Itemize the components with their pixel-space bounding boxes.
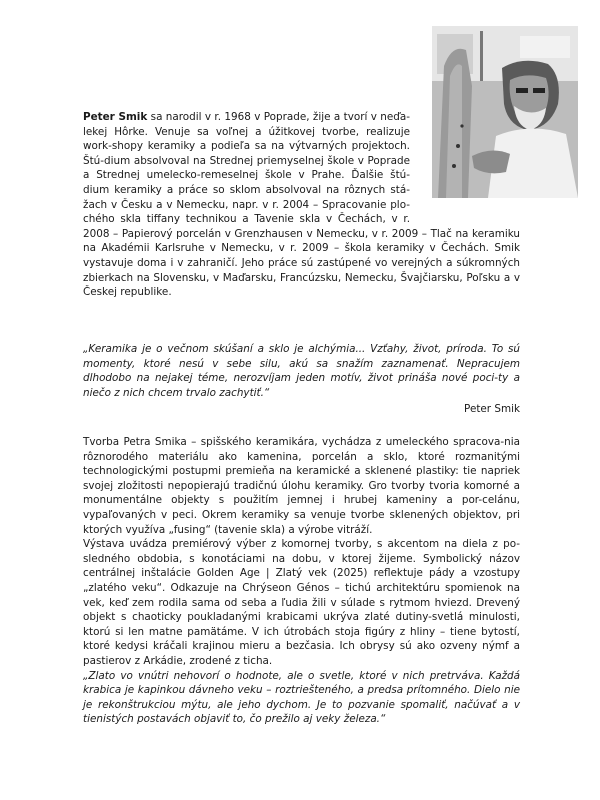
artist-quote (83, 342, 520, 400)
bio-paragraph (83, 110, 520, 300)
quote-author: Peter Smik (464, 403, 520, 415)
exhibition-paragraph-2: Výstava uvádza premiérový výber z komornej tvorby, s akcentom na diela z po-sledného obdobia, s konotáciami na dobu, v ktorej žijeme. Symbolický názov centrálnej inštalácie Golden Age | Zlatý vek (2025) reflektuje pády a vzostupy „zlatého veku“. Odkazuje na Chrýseon Génos – tichú architektúru spomienok na vek, keď zem rodila sama od seba a ľudia žili v súlade s rytmom hviezd. Drevený objekt s chaoticky poukladanými krabicami ukrýva zlaté dutiny-svetlá minulosti, ktorú si len matne pamätáme. V ich útrobách stoja figúry z hliny – tiene bytostí, ktoré kedysi kráčali krajinou mieru a bezčasia. Ich obrysy sú ako ozveny nýmf a pastierov z Arkádie, zrodené z ticha. (83, 538, 520, 667)
bio-text: sa narodil v r. 1968 v Poprade, žije a tvorí v neďa-lekej Hôrke. Venuje sa voľnej a úžitkovej tvorbe, realizuje work-shopy keramiky a podieľa sa na výtvarných projektoch. Štú-dium absolvoval na Strednej priemyselnej škole v Poprade a Strednej umelecko-remeselnej škole v Prahe. Ďalšie štú-dium keramiky a práce so sklom absolvoval na rôznych stá-žach v Česku a v Nemecku, napr. v r. 2004 – Spracovanie plo-chého skla tiffany technikou a Tavenie skla v Čechách, v r. 2008 – Papierový porcelán v Grenzhausen v Nemecku, v r. 2009 – Tlač na keramiku na Akadémii Karlsruhe v Nemecku, v r. 2009 – škola keramiky v Čechách. Smik vystavuje doma i v zahraničí. Jeho práce sú zastúpené vo verejných a súkromných zbierkach na Slovensku, v Maďarsku, Francúzsku, Nemecku, Švajčiarsku, Poľsku a v Českej republike. (83, 111, 520, 299)
artist-bio (83, 110, 520, 300)
exhibition-text (83, 435, 520, 727)
exhibition-paragraph-3: „Zlato vo vnútri nehovorí o hodnote, ale o svetle, ktoré v nich pretrváva. Každá krabica je kapinkou dávneho veku – roztriešteného, a predsa prítomného. Dielo nie je rekonštrukciou mýtu, ale jeho dychom. Je to pozvanie spomaliť, načúvať a v tienistých postavách objaviť to, čo prežilo aj veky železa.“ (83, 669, 520, 726)
exhibition-paragraph-1: Tvorba Petra Smika – spišského keramikára, vychádza z umeleckého spracova-nia rôznorodého materiálu ako kamenina, porcelán a sklo, ktoré rozmanitými technologickými postupmi premieňa na keramické a sklenené plastiky: tie napriek svojej zložitosti nepopierajú tradičnú úlohu keramiky. Gro tvorby tvoria komorné a monumentálne objekty s použitím jemnej i hrubej kameniny a por-celánu, vypaľovaných v peci. Okrem keramiky sa venuje tvorbe sklenených objektov, pri ktorých využíva „fusing“ (tavenie skla) a výrobe vitráží. (83, 436, 520, 536)
artist-name: Peter Smik (83, 111, 148, 123)
quote-text: „Keramika je o večnom skúšaní a sklo je alchýmia... Vzťahy, život, príroda. To sú momenty, ktoré nesú v sebe silu, akú sa snažím zaznamenať. Nepracujem dlhodobo na nejakej téme, nerozvíjam jeden motív, život prináša nové poci-ty a niečo z nich chcem trvalo zachytiť.“ (83, 343, 520, 399)
